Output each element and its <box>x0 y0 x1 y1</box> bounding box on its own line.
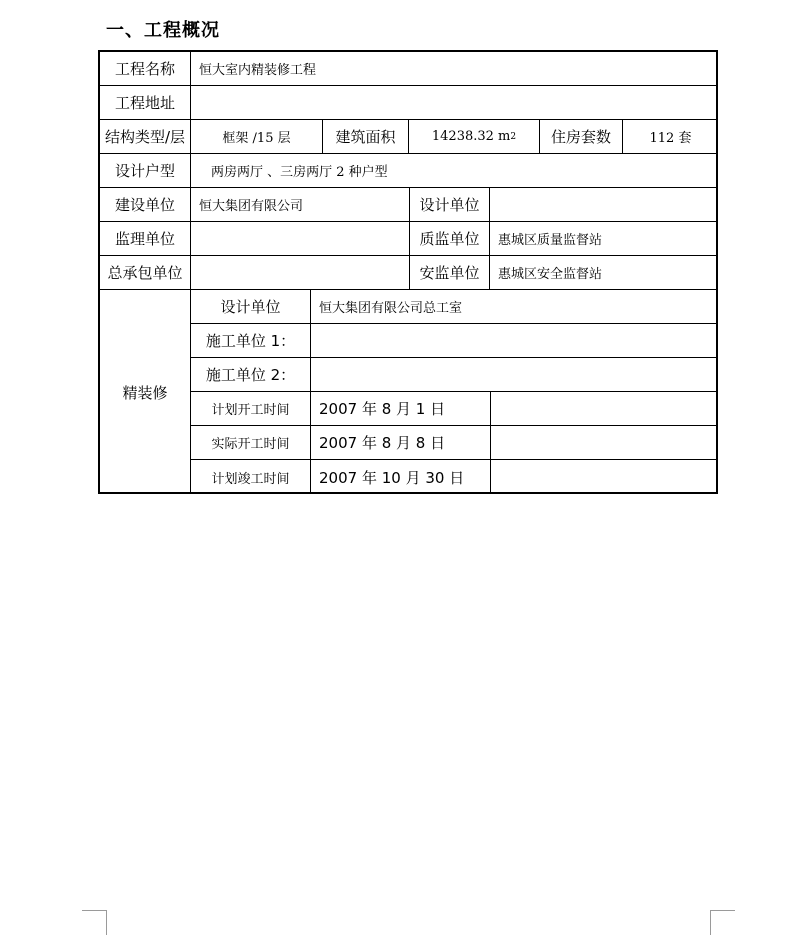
planned-end-label: 计划竣工时间 <box>191 460 311 494</box>
structure-type-label: 结构类型/层 <box>100 120 191 154</box>
construction-unit-2-label: 施工单位 2： <box>191 358 311 392</box>
construction-unit-2-value <box>311 358 718 392</box>
design-type-label: 设计户型 <box>100 154 191 188</box>
builder-value: 恒大集团有限公司 <box>191 188 410 222</box>
building-area-value <box>409 120 540 154</box>
safety-station-value: 惠城区安全监督站 <box>490 256 718 290</box>
structure-type-value: 框架 /15 层 <box>191 120 323 154</box>
supervisor-value <box>191 222 410 256</box>
supervisor-label: 监理单位 <box>100 222 191 256</box>
planned-start-extra <box>491 392 718 426</box>
planned-start-value: 2007 年 8 月 1 日 <box>311 392 491 426</box>
section-heading: 一、工程概况 <box>106 20 220 41</box>
building-area-number: 14238.32 m <box>431 129 511 144</box>
planned-start-label: 计划开工时间 <box>191 392 311 426</box>
project-address-label: 工程地址 <box>100 86 191 120</box>
building-area-label: 建筑面积 <box>323 120 409 154</box>
quality-station-label: 质监单位 <box>410 222 490 256</box>
housing-units-value: 112 套 <box>623 120 718 154</box>
contractor-label: 总承包单位 <box>100 256 191 290</box>
builder-label: 建设单位 <box>100 188 191 222</box>
housing-units-label: 住房套数 <box>540 120 623 154</box>
page-corner-marker-left <box>82 910 107 935</box>
safety-station-label: 安监单位 <box>410 256 490 290</box>
planned-end-extra <box>491 460 718 494</box>
project-name-value: 恒大室内精装修工程 <box>191 52 718 86</box>
designer-label: 设计单位 <box>410 188 490 222</box>
construction-unit-1-label: 施工单位 1： <box>191 324 311 358</box>
project-name-label: 工程名称 <box>100 52 191 86</box>
construction-unit-1-value <box>311 324 718 358</box>
actual-start-value: 2007 年 8 月 8 日 <box>311 426 491 460</box>
decoration-design-unit-label: 设计单位 <box>191 290 311 324</box>
area-unit-exponent: 2 <box>510 131 517 142</box>
page-corner-marker-right <box>710 910 735 935</box>
decoration-design-unit-value: 恒大集团有限公司总工室 <box>311 290 718 324</box>
contractor-value <box>191 256 410 290</box>
actual-start-extra <box>491 426 718 460</box>
designer-value <box>490 188 718 222</box>
quality-station-value: 惠城区质量监督站 <box>490 222 718 256</box>
design-type-value: 两房两厅 、三房两厅 2 种户型 <box>191 154 718 188</box>
actual-start-label: 实际开工时间 <box>191 426 311 460</box>
project-overview-table <box>98 50 718 494</box>
decoration-section-label: 精装修 <box>100 290 191 494</box>
planned-end-value: 2007 年 10 月 30 日 <box>311 460 491 494</box>
project-address-value <box>191 86 718 120</box>
